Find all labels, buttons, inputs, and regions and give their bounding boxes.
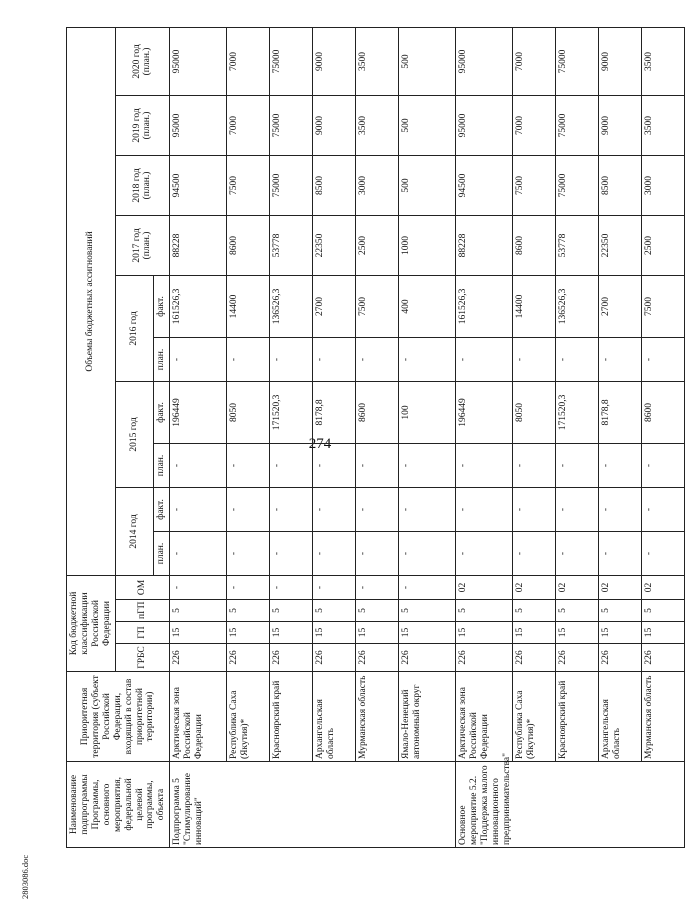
header-2016-fact: факт. [154,275,170,337]
cell-p14: - [642,531,685,575]
cell-f14: - [642,487,685,531]
cell-f14: - [399,487,456,531]
cell-om: 02 [599,575,642,599]
cell-territory: Мурманская область [642,672,685,762]
cell-pgp: 5 [356,600,399,622]
cell-grbs: 226 [599,644,642,672]
cell-p14: - [270,531,313,575]
cell-grbs: 226 [270,644,313,672]
cell-p16: - [642,337,685,381]
table-row [642,27,685,847]
cell-om: - [313,575,356,599]
cell-y19: 3500 [356,95,399,155]
cell-f14: - [170,487,227,531]
cell-territory: Красноярский край [556,672,599,762]
cell-f15: 8600 [356,381,399,443]
cell-f15: 100 [399,381,456,443]
cell-gp: 15 [170,622,227,644]
header-kbk: Код бюджетной классификации Российской Федерации [67,575,116,671]
cell-y18: 94500 [170,155,227,215]
cell-p16: - [599,337,642,381]
budget-table [66,27,685,848]
cell-p16: - [227,337,270,381]
cell-p14: - [227,531,270,575]
cell-f15: 8178,8 [313,381,356,443]
cell-f16: 14400 [227,275,270,337]
cell-om: - [356,575,399,599]
header-2017: 2017 год (план.) [115,215,170,275]
cell-p14: - [399,531,456,575]
cell-p14: - [556,531,599,575]
cell-p16: - [556,337,599,381]
header-2016-plan: план. [154,337,170,381]
cell-y20: 3500 [356,27,399,95]
header-2020: 2020 год (план.) [115,27,170,95]
cell-f16: 161526,3 [170,275,227,337]
cell-f14: - [313,487,356,531]
group-name: Основное мероприятие 5.2. "Поддержка малого инновационного предпринимательства" [456,762,685,848]
cell-y17: 53778 [556,215,599,275]
cell-pgp: 5 [642,600,685,622]
header-2014: 2014 год [115,487,154,575]
header-om: ОМ [115,575,170,599]
cell-f15: 8050 [227,381,270,443]
cell-y17: 8600 [513,215,556,275]
cell-y17: 8600 [227,215,270,275]
cell-y19: 75000 [556,95,599,155]
cell-y18: 7500 [227,155,270,215]
cell-y20: 75000 [270,27,313,95]
footer-filename: 2803086.doc [20,854,30,899]
cell-gp: 15 [227,622,270,644]
cell-gp: 15 [456,622,513,644]
header-2018: 2018 год (план.) [115,155,170,215]
cell-pgp: 5 [513,600,556,622]
cell-y20: 3500 [642,27,685,95]
cell-territory: Архангельская область [599,672,642,762]
cell-f16: 136526,3 [270,275,313,337]
page-number: 274 [308,436,332,452]
cell-y20: 500 [399,27,456,95]
cell-y19: 95000 [170,95,227,155]
cell-p14: - [456,531,513,575]
cell-grbs: 226 [356,644,399,672]
cell-y17: 22350 [599,215,642,275]
header-2019: 2019 год (план.) [115,95,170,155]
cell-gp: 15 [270,622,313,644]
cell-gp: 15 [313,622,356,644]
cell-y19: 75000 [270,95,313,155]
cell-territory: Красноярский край [270,672,313,762]
header-volumes: Объемы бюджетных ассигнований [67,27,116,575]
cell-f14: - [599,487,642,531]
cell-y19: 95000 [456,95,513,155]
cell-f14: - [456,487,513,531]
rotated-table-wrap [66,28,655,848]
cell-f15: 196449 [456,381,513,443]
cell-p16: - [513,337,556,381]
cell-territory: Ямало-Ненецкий автономный округ [399,672,456,762]
cell-y20: 95000 [456,27,513,95]
cell-y19: 9000 [313,95,356,155]
table-header [67,27,170,847]
table-row [356,27,399,847]
cell-gp: 15 [513,622,556,644]
table-row [456,27,513,847]
header-2016: 2016 год [115,275,154,381]
cell-f16: 7500 [642,275,685,337]
cell-y17: 88228 [456,215,513,275]
cell-p15: - [556,443,599,487]
cell-pgp: 5 [170,600,227,622]
header-pgp: пГП [115,600,170,622]
cell-y17: 1000 [399,215,456,275]
cell-pgp: 5 [227,600,270,622]
cell-y19: 500 [399,95,456,155]
cell-pgp: 5 [399,600,456,622]
cell-p14: - [170,531,227,575]
cell-pgp: 5 [456,600,513,622]
cell-f15: 171520,3 [270,381,313,443]
cell-grbs: 226 [313,644,356,672]
header-2015-plan: план. [154,443,170,487]
cell-p15: - [227,443,270,487]
cell-f14: - [556,487,599,531]
cell-om: 02 [513,575,556,599]
cell-f15: 8600 [642,381,685,443]
cell-f14: - [227,487,270,531]
cell-p15: - [399,443,456,487]
header-2014-fact: факт. [154,487,170,531]
cell-p15: - [270,443,313,487]
cell-y18: 3000 [642,155,685,215]
cell-y19: 9000 [599,95,642,155]
cell-gp: 15 [399,622,456,644]
cell-gp: 15 [599,622,642,644]
table-row [270,27,313,847]
cell-f14: - [270,487,313,531]
cell-y20: 95000 [170,27,227,95]
cell-f16: 161526,3 [456,275,513,337]
cell-y18: 8500 [313,155,356,215]
cell-f15: 171520,3 [556,381,599,443]
cell-y18: 75000 [556,155,599,215]
cell-y17: 2500 [642,215,685,275]
group-name: Подпрограмма 5 "Стимулирование инноваций" [170,762,456,848]
cell-f16: 400 [399,275,456,337]
cell-y18: 94500 [456,155,513,215]
cell-f15: 196449 [170,381,227,443]
cell-y20: 9000 [599,27,642,95]
cell-om: 02 [556,575,599,599]
cell-f16: 2700 [313,275,356,337]
table-row [556,27,599,847]
cell-y20: 7000 [513,27,556,95]
table-row [399,27,456,847]
header-territory: Приоритетная территория (субъект Российской Федерации, входящий в состав приоритетной территории) [67,672,170,762]
header-2015: 2015 год [115,381,154,487]
cell-om: - [270,575,313,599]
table-row [170,27,227,847]
cell-p16: - [170,337,227,381]
cell-pgp: 5 [270,600,313,622]
cell-p15: - [456,443,513,487]
cell-y19: 7000 [227,95,270,155]
cell-gp: 15 [642,622,685,644]
cell-f16: 14400 [513,275,556,337]
cell-y20: 7000 [227,27,270,95]
cell-y20: 75000 [556,27,599,95]
cell-y17: 53778 [270,215,313,275]
cell-y18: 8500 [599,155,642,215]
table-row [599,27,642,847]
cell-territory: Республика Саха (Якутия)* [227,672,270,762]
cell-territory: Архангельская область [313,672,356,762]
cell-y18: 75000 [270,155,313,215]
table-row [313,27,356,847]
cell-gp: 15 [556,622,599,644]
cell-p16: - [456,337,513,381]
cell-grbs: 226 [456,644,513,672]
cell-gp: 15 [356,622,399,644]
cell-grbs: 226 [556,644,599,672]
cell-p15: - [356,443,399,487]
cell-f16: 136526,3 [556,275,599,337]
cell-territory: Республика Саха (Якутия)* [513,672,556,762]
cell-pgp: 5 [556,600,599,622]
cell-territory: Арктическая зона Российской Федерации [456,672,513,762]
cell-f14: - [513,487,556,531]
cell-p14: - [356,531,399,575]
cell-pgp: 5 [599,600,642,622]
cell-grbs: 226 [399,644,456,672]
cell-y17: 22350 [313,215,356,275]
cell-f15: 8050 [513,381,556,443]
header-grbs: ГРБС [115,644,170,672]
cell-p14: - [513,531,556,575]
cell-p16: - [399,337,456,381]
cell-y19: 7000 [513,95,556,155]
cell-grbs: 226 [170,644,227,672]
cell-p16: - [313,337,356,381]
cell-p14: - [599,531,642,575]
cell-y17: 88228 [170,215,227,275]
table-body [170,27,685,847]
cell-om: 02 [456,575,513,599]
cell-territory: Мурманская область [356,672,399,762]
cell-y20: 9000 [313,27,356,95]
cell-f15: 8178,8 [599,381,642,443]
header-2015-fact: факт. [154,381,170,443]
header-2014-plan: план. [154,531,170,575]
cell-f16: 2700 [599,275,642,337]
cell-p16: - [356,337,399,381]
cell-grbs: 226 [513,644,556,672]
cell-y19: 3500 [642,95,685,155]
table-row [227,27,270,847]
cell-f16: 7500 [356,275,399,337]
cell-f14: - [356,487,399,531]
cell-p16: - [270,337,313,381]
cell-om: 02 [642,575,685,599]
cell-grbs: 226 [642,644,685,672]
cell-y18: 3000 [356,155,399,215]
cell-om: - [399,575,456,599]
cell-y17: 2500 [356,215,399,275]
cell-territory: Арктическая зона Российской Федерации [170,672,227,762]
cell-y18: 500 [399,155,456,215]
cell-p15: - [642,443,685,487]
cell-om: - [227,575,270,599]
header-gp: ГП [115,622,170,644]
cell-om: - [170,575,227,599]
cell-pgp: 5 [313,600,356,622]
table-row [513,27,556,847]
cell-p14: - [313,531,356,575]
cell-p15: - [599,443,642,487]
cell-p15: - [513,443,556,487]
cell-grbs: 226 [227,644,270,672]
cell-p15: - [170,443,227,487]
footer-filename-wrap [20,854,44,899]
cell-y18: 7500 [513,155,556,215]
cell-p15: - [313,443,356,487]
header-name: Наименование подпрограммы Программы, основного мероприятия, федеральной целевой программы, объекта [67,762,170,848]
